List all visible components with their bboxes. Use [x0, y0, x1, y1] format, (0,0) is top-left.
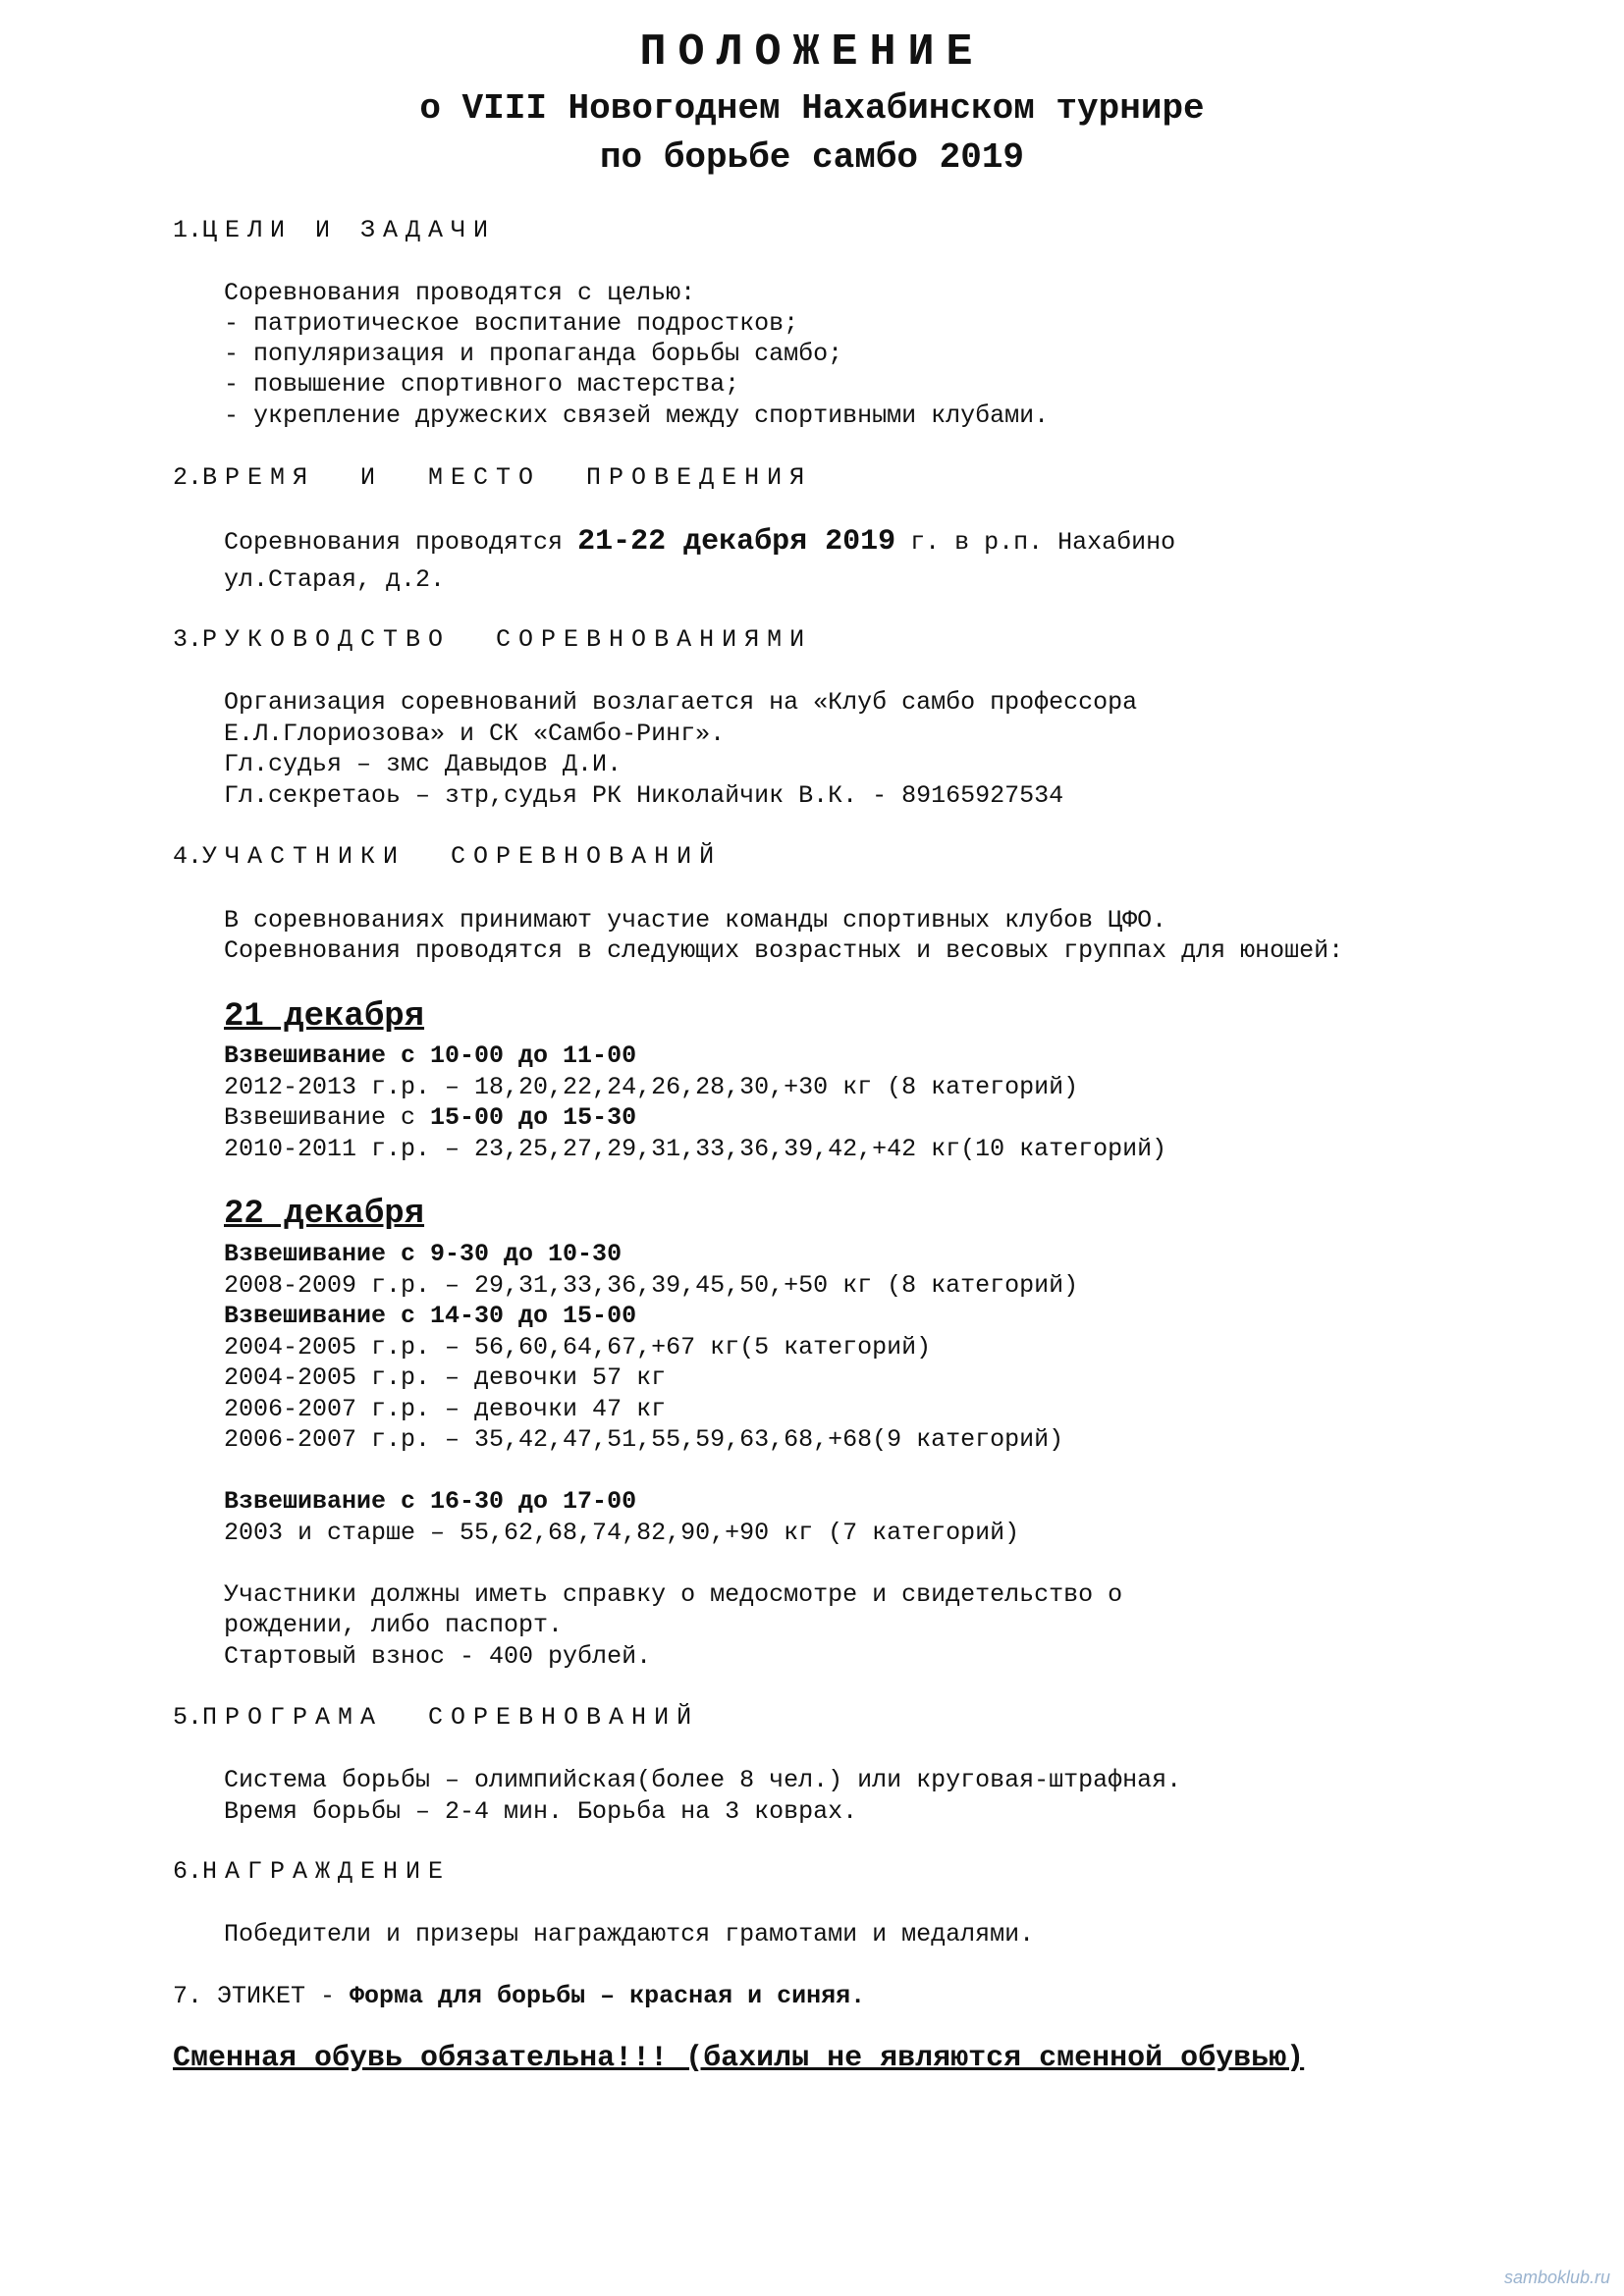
organizers-line: Е.Л.Глориозова» и СК «Самбо-Ринг».: [224, 720, 726, 748]
age-group: 2004-2005 г.р. – девочки 57 кг: [224, 1363, 667, 1392]
document-title: ПОЛОЖЕНИЕ: [639, 27, 985, 78]
section-number: 2.: [173, 463, 203, 492]
section-7-etiquette: [173, 1981, 865, 2011]
age-group: 2004-2005 г.р. – 56,60,64,67,+67 кг(5 категорий): [224, 1333, 932, 1362]
requirements-line: Участники должны иметь справку о медосмотре и свидетельство о: [224, 1580, 1123, 1609]
section-number: 5.: [173, 1703, 203, 1732]
section-title: ВРЕМЯ И МЕСТО ПРОВЕДЕНИЯ: [202, 463, 813, 492]
day-2-title: 22 декабря: [224, 1196, 425, 1233]
participants-line: Соревнования проводятся в следующих возрастных и весовых группах для юношей:: [224, 936, 1344, 965]
event-dates: 21-22 декабря 2019: [577, 525, 896, 559]
chief-secretary: Гл.секретаоь – зтр,судья РК Николайчик В.К. - 89165927534: [224, 781, 1064, 810]
program-line: Система борьбы – олимпийская(более 8 чел.) или круговая-штрафная.: [224, 1766, 1182, 1794]
goal-item: - укрепление дружеских связей между спортивными клубами.: [224, 401, 1050, 430]
goal-item: - повышение спортивного мастерства;: [224, 370, 740, 399]
section-title: РУКОВОДСТВО СОРЕВНОВАНИЯМИ: [202, 625, 813, 654]
weigh-in: [224, 1102, 636, 1133]
requirements-line: рождении, либо паспорт.: [224, 1611, 564, 1639]
awards-line: Победители и призеры награждаются грамотами и медалями.: [224, 1920, 1035, 1949]
age-group: 2012-2013 г.р. – 18,20,22,24,26,28,30,+30 кг (8 категорий): [224, 1073, 1079, 1101]
participants-line: В соревнованиях принимают участие команды спортивных клубов ЦФО.: [224, 906, 1167, 934]
program-line: Время борьбы – 2-4 мин. Борьба на 3 коврах.: [224, 1797, 858, 1826]
age-group: 2006-2007 г.р. – 35,42,47,51,55,59,63,68,+68(9 категорий): [224, 1425, 1064, 1454]
text-fragment: г. в р.п. Нахабино: [895, 528, 1176, 557]
section-number: 1.: [173, 216, 203, 244]
section-5-heading: [173, 1703, 699, 1732]
weigh-in: Взвешивание с 10-00 до 11-00: [224, 1041, 637, 1070]
section-title: ПРОГРАМА СОРЕВНОВАНИЙ: [202, 1703, 700, 1732]
watermark: samboklub.ru: [1503, 2268, 1610, 2287]
goal-item: - патриотическое воспитание подростков;: [224, 309, 799, 338]
weigh-in: Взвешивание с 14-30 до 15-00: [224, 1302, 637, 1330]
age-group: 2010-2011 г.р. – 23,25,27,29,31,33,36,39,42,+42 кг(10 категорий): [224, 1135, 1167, 1163]
section-3-heading: [173, 625, 812, 654]
section-number: 4.: [173, 842, 203, 871]
day-1-title: 21 декабря: [224, 998, 425, 1036]
goal-item: - популяризация и пропаганда борьбы самбо;: [224, 340, 843, 368]
section-6-heading: [173, 1857, 451, 1886]
section-title: УЧАСТНИКИ СОРЕВНОВАНИЙ: [202, 842, 723, 871]
organizers-line: Организация соревнований возлагается на «Клуб самбо профессора: [224, 688, 1138, 717]
event-dates-line: [224, 527, 1175, 558]
footwear-notice: Сменная обувь обязательна!!! (бахилы не являются сменной обувью): [173, 2042, 1305, 2075]
section-title: ЦЕЛИ И ЗАДАЧИ: [202, 216, 497, 244]
event-address: ул.Старая, д.2.: [224, 565, 446, 594]
section-2-heading: [173, 463, 812, 492]
weigh-in-time: 15-00 до 15-30: [430, 1103, 637, 1132]
section-1-heading: [173, 216, 496, 244]
text-fragment: Соревнования проводятся: [224, 528, 578, 557]
age-group: 2008-2009 г.р. – 29,31,33,36,39,45,50,+50 кг (8 категорий): [224, 1271, 1079, 1300]
document-subtitle-2: по борьбе самбо 2019: [599, 137, 1025, 178]
section-number: 6.: [173, 1857, 203, 1886]
age-group: 2003 и старше – 55,62,68,74,82,90,+90 кг (7 категорий): [224, 1519, 1020, 1547]
section-4-heading: [173, 842, 722, 871]
entry-fee: Стартовый взнос - 400 рублей.: [224, 1642, 652, 1671]
chief-judge: Гл.судья – змс Давыдов Д.И.: [224, 750, 623, 778]
document-subtitle: о VIII Новогоднем Нахабинском турнире: [419, 88, 1205, 129]
uniform-requirement: Форма для борьбы – красная и синяя.: [350, 1982, 866, 2010]
section-title: НАГРАЖДЕНИЕ: [202, 1857, 452, 1886]
section-number: 3.: [173, 625, 203, 654]
text-fragment: Взвешивание с: [224, 1103, 431, 1132]
weigh-in: Взвешивание с 16-30 до 17-00: [224, 1487, 637, 1516]
weigh-in: Взвешивание с 9-30 до 10-30: [224, 1240, 623, 1268]
goals-intro: Соревнования проводятся с целью:: [224, 279, 696, 307]
text-fragment: 7. ЭТИКЕТ -: [173, 1982, 351, 2010]
age-group: 2006-2007 г.р. – девочки 47 кг: [224, 1395, 667, 1423]
